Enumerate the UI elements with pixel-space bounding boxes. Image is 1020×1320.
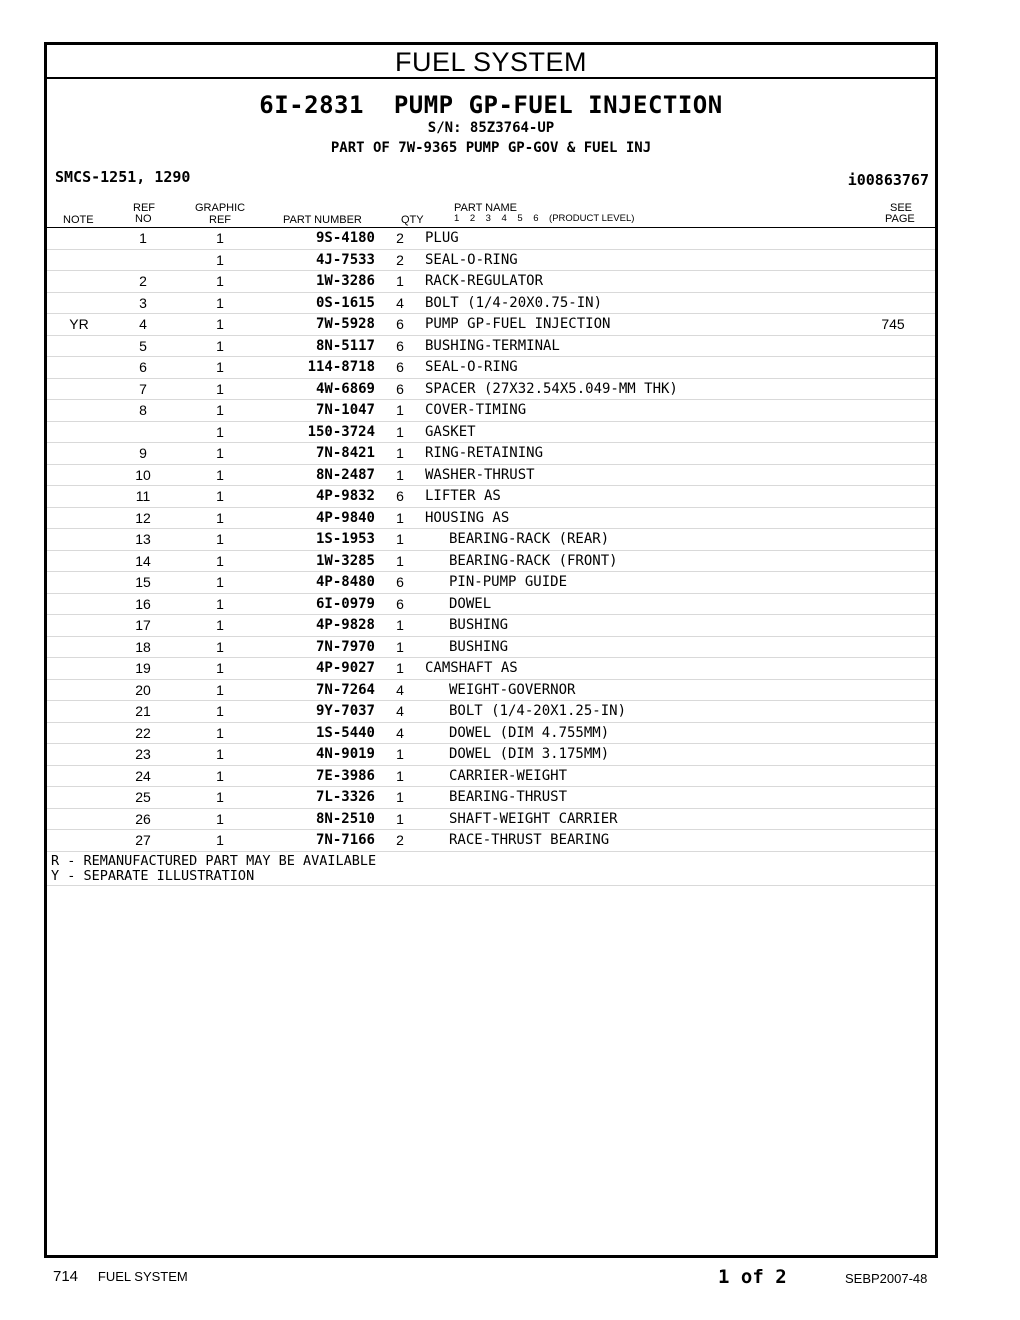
see-page-cell <box>851 357 935 379</box>
part-number-cell: 4P-9832 <box>265 486 375 508</box>
see-page-cell <box>851 636 935 658</box>
part-number-cell: 7L-3326 <box>265 787 375 809</box>
see-page-cell <box>851 808 935 830</box>
graphic-ref-cell: 1 <box>175 615 265 637</box>
graphic-ref-cell: 1 <box>175 593 265 615</box>
part-name-cell: RING-RETAINING <box>425 443 851 465</box>
table-row <box>47 314 935 336</box>
ref-no-cell: 20 <box>111 679 175 701</box>
part-number-cell: 1W-3286 <box>265 271 375 293</box>
qty-cell: 4 <box>375 701 425 723</box>
page-frame <box>44 42 938 1258</box>
table-row <box>47 421 935 443</box>
ref-no-cell: 8 <box>111 400 175 422</box>
see-page-cell <box>851 443 935 465</box>
table-row <box>47 830 935 852</box>
see-page-cell <box>851 830 935 852</box>
graphic-ref-cell: 1 <box>175 830 265 852</box>
illustration-id: i00863767 <box>847 171 929 189</box>
table-row <box>47 228 935 249</box>
ref-no-cell <box>111 249 175 271</box>
qty-cell: 1 <box>375 421 425 443</box>
smcs-codes: SMCS-1251, 1290 <box>55 168 191 186</box>
note-remanufactured: R - REMANUFACTURED PART MAY BE AVAILABLE <box>51 852 377 869</box>
footer-left <box>53 1268 188 1285</box>
qty-cell: 2 <box>375 249 425 271</box>
table-row <box>47 679 935 701</box>
notes-legend <box>47 852 935 886</box>
col-note: NOTE <box>63 214 94 226</box>
ref-no-cell: 4 <box>111 314 175 336</box>
table-row <box>47 292 935 314</box>
col-qty: QTY <box>401 214 424 226</box>
part-number-cell: 1S-5440 <box>265 722 375 744</box>
graphic-ref-cell: 1 <box>175 507 265 529</box>
col-ref-no-line1: REF <box>133 202 155 214</box>
see-page-cell <box>851 765 935 787</box>
note-cell <box>47 228 111 249</box>
ref-no-cell: 10 <box>111 464 175 486</box>
part-name-cell: BEARING-THRUST <box>425 787 851 809</box>
part-number-cell: 4P-9840 <box>265 507 375 529</box>
qty-cell: 6 <box>375 335 425 357</box>
part-number-cell: 9S-4180 <box>265 228 375 249</box>
ref-no-cell: 18 <box>111 636 175 658</box>
see-page-cell <box>851 615 935 637</box>
ref-no-cell: 9 <box>111 443 175 465</box>
see-page-cell: 745 <box>851 314 935 336</box>
ref-no-cell: 17 <box>111 615 175 637</box>
part-number-cell: 9Y-7037 <box>265 701 375 723</box>
table-row <box>47 486 935 508</box>
note-cell <box>47 593 111 615</box>
graphic-ref-cell: 1 <box>175 679 265 701</box>
part-number-cell: 4P-9027 <box>265 658 375 680</box>
note-cell <box>47 765 111 787</box>
note-separate-illustration: Y - SEPARATE ILLUSTRATION <box>51 867 255 884</box>
part-number-cell: 7W-5928 <box>265 314 375 336</box>
ref-no-cell: 6 <box>111 357 175 379</box>
note-cell <box>47 486 111 508</box>
graphic-ref-cell: 1 <box>175 572 265 594</box>
note-cell <box>47 292 111 314</box>
part-number-cell: 4P-8480 <box>265 572 375 594</box>
part-name-cell: BEARING-RACK (FRONT) <box>425 550 851 572</box>
note-cell <box>47 572 111 594</box>
part-number-cell: 1S-1953 <box>265 529 375 551</box>
parts-table-body <box>47 228 935 851</box>
table-row <box>47 572 935 594</box>
part-name-cell: PLUG <box>425 228 851 249</box>
table-row <box>47 443 935 465</box>
graphic-ref-cell: 1 <box>175 658 265 680</box>
ref-no-cell: 1 <box>111 228 175 249</box>
col-graphic-ref-line2: REF <box>209 214 231 226</box>
note-cell <box>47 357 111 379</box>
footer-section: FUEL SYSTEM <box>97 1269 188 1284</box>
table-row <box>47 464 935 486</box>
note-cell <box>47 830 111 852</box>
part-name-cell: BUSHING <box>425 636 851 658</box>
part-name-cell: SEAL-O-RING <box>425 357 851 379</box>
see-page-cell <box>851 679 935 701</box>
note-cell <box>47 400 111 422</box>
part-name-cell: HOUSING AS <box>425 507 851 529</box>
serial-range: S/N: 85Z3764-UP <box>427 120 555 136</box>
ref-no-cell: 23 <box>111 744 175 766</box>
note-cell <box>47 464 111 486</box>
see-page-cell <box>851 292 935 314</box>
note-cell <box>47 808 111 830</box>
part-number-cell: 7N-1047 <box>265 400 375 422</box>
graphic-ref-cell: 1 <box>175 550 265 572</box>
graphic-ref-cell: 1 <box>175 271 265 293</box>
graphic-ref-cell: 1 <box>175 249 265 271</box>
see-page-cell <box>851 658 935 680</box>
part-name-cell: LIFTER AS <box>425 486 851 508</box>
graphic-ref-cell: 1 <box>175 400 265 422</box>
graphic-ref-cell: 1 <box>175 486 265 508</box>
see-page-cell <box>851 550 935 572</box>
table-row <box>47 787 935 809</box>
ref-no-cell: 5 <box>111 335 175 357</box>
part-name-cell: SEAL-O-RING <box>425 249 851 271</box>
graphic-ref-cell: 1 <box>175 722 265 744</box>
part-number-cell: 4W-6869 <box>265 378 375 400</box>
part-name-cell: CAMSHAFT AS <box>425 658 851 680</box>
note-cell <box>47 378 111 400</box>
part-name-cell: DOWEL (DIM 4.755MM) <box>425 722 851 744</box>
note-cell <box>47 615 111 637</box>
table-row <box>47 722 935 744</box>
part-name-cell: COVER-TIMING <box>425 400 851 422</box>
qty-cell: 1 <box>375 787 425 809</box>
note-cell <box>47 744 111 766</box>
ref-no-cell: 14 <box>111 550 175 572</box>
qty-cell: 1 <box>375 464 425 486</box>
note-cell <box>47 443 111 465</box>
ref-no-cell: 22 <box>111 722 175 744</box>
qty-cell: 6 <box>375 593 425 615</box>
table-row <box>47 701 935 723</box>
part-number-cell: 1W-3285 <box>265 550 375 572</box>
part-name-cell: BOLT (1/4-20X1.25-IN) <box>425 701 851 723</box>
qty-cell: 1 <box>375 615 425 637</box>
see-page-cell <box>851 335 935 357</box>
part-number-cell: 0S-1615 <box>265 292 375 314</box>
ref-no-cell: 21 <box>111 701 175 723</box>
footer-page-number: 714 <box>53 1268 79 1285</box>
graphic-ref-cell: 1 <box>175 787 265 809</box>
part-name-cell: PUMP GP-FUEL INJECTION <box>425 314 851 336</box>
part-number-cell: 114-8718 <box>265 357 375 379</box>
graphic-ref-cell: 1 <box>175 378 265 400</box>
part-name-cell: BOLT (1/4-20X0.75-IN) <box>425 292 851 314</box>
graphic-ref-cell: 1 <box>175 228 265 249</box>
part-number-cell: 7E-3986 <box>265 765 375 787</box>
see-page-cell <box>851 572 935 594</box>
footer-doc-id: SEBP2007-48 <box>845 1271 928 1286</box>
col-part-number: PART NUMBER <box>283 214 362 226</box>
part-number-cell: 7N-7166 <box>265 830 375 852</box>
qty-cell: 1 <box>375 808 425 830</box>
part-name-cell: WASHER-THRUST <box>425 464 851 486</box>
see-page-cell <box>851 464 935 486</box>
part-name-cell: CARRIER-WEIGHT <box>425 765 851 787</box>
ref-no-cell: 27 <box>111 830 175 852</box>
table-row <box>47 249 935 271</box>
qty-cell: 1 <box>375 400 425 422</box>
ref-no-cell: 25 <box>111 787 175 809</box>
table-row <box>47 744 935 766</box>
ref-no-cell: 13 <box>111 529 175 551</box>
note-cell <box>47 271 111 293</box>
qty-cell: 1 <box>375 507 425 529</box>
part-number-cell: 7N-7264 <box>265 679 375 701</box>
qty-cell: 1 <box>375 765 425 787</box>
part-name-cell: PIN-PUMP GUIDE <box>425 572 851 594</box>
qty-cell: 2 <box>375 830 425 852</box>
table-row <box>47 507 935 529</box>
see-page-cell <box>851 701 935 723</box>
column-headers <box>47 199 935 228</box>
table-row <box>47 658 935 680</box>
note-cell <box>47 701 111 723</box>
qty-cell: 1 <box>375 658 425 680</box>
table-row <box>47 550 935 572</box>
note-cell <box>47 421 111 443</box>
note-cell <box>47 507 111 529</box>
part-number-cell: 8N-5117 <box>265 335 375 357</box>
note-cell <box>47 550 111 572</box>
col-product-level: 1 2 3 4 5 6 (PRODUCT LEVEL) <box>454 213 635 224</box>
note-cell <box>47 722 111 744</box>
see-page-cell <box>851 421 935 443</box>
part-name-cell: WEIGHT-GOVERNOR <box>425 679 851 701</box>
graphic-ref-cell: 1 <box>175 765 265 787</box>
see-page-cell <box>851 787 935 809</box>
graphic-ref-cell: 1 <box>175 314 265 336</box>
qty-cell: 2 <box>375 228 425 249</box>
graphic-ref-cell: 1 <box>175 808 265 830</box>
col-ref-no-line2: NO <box>135 213 152 225</box>
part-name-cell: BUSHING <box>425 615 851 637</box>
part-name-cell: RACE-THRUST BEARING <box>425 830 851 852</box>
ref-no-cell: 2 <box>111 271 175 293</box>
graphic-ref-cell: 1 <box>175 464 265 486</box>
see-page-cell <box>851 400 935 422</box>
see-page-cell <box>851 722 935 744</box>
part-number-cell: 8N-2510 <box>265 808 375 830</box>
qty-cell: 1 <box>375 271 425 293</box>
part-name-cell: BEARING-RACK (REAR) <box>425 529 851 551</box>
part-number-cell: 6I-0979 <box>265 593 375 615</box>
part-of-line: PART OF 7W-9365 PUMP GP-GOV & FUEL INJ <box>330 140 652 156</box>
part-number-cell: 7N-7970 <box>265 636 375 658</box>
table-row <box>47 529 935 551</box>
ref-no-cell: 26 <box>111 808 175 830</box>
section-title: FUEL SYSTEM <box>47 45 935 79</box>
see-page-cell <box>851 378 935 400</box>
table-row <box>47 400 935 422</box>
table-row <box>47 335 935 357</box>
table-row <box>47 808 935 830</box>
ref-no-cell: 16 <box>111 593 175 615</box>
col-part-name: PART NAME <box>454 202 517 214</box>
part-name-cell: DOWEL (DIM 3.175MM) <box>425 744 851 766</box>
part-title: 6I-2831 PUMP GP-FUEL INJECTION <box>259 91 723 119</box>
note-cell <box>47 529 111 551</box>
note-cell <box>47 335 111 357</box>
table-row <box>47 636 935 658</box>
note-cell <box>47 787 111 809</box>
part-number-cell: 7N-8421 <box>265 443 375 465</box>
graphic-ref-cell: 1 <box>175 421 265 443</box>
note-cell: YR <box>47 314 111 336</box>
graphic-ref-cell: 1 <box>175 529 265 551</box>
see-page-cell <box>851 249 935 271</box>
graphic-ref-cell: 1 <box>175 335 265 357</box>
part-number-cell: 150-3724 <box>265 421 375 443</box>
qty-cell: 4 <box>375 292 425 314</box>
graphic-ref-cell: 1 <box>175 701 265 723</box>
part-name-cell: GASKET <box>425 421 851 443</box>
see-page-cell <box>851 529 935 551</box>
part-header <box>47 79 935 199</box>
qty-cell: 6 <box>375 486 425 508</box>
ref-no-cell: 7 <box>111 378 175 400</box>
ref-no-cell: 12 <box>111 507 175 529</box>
table-row <box>47 271 935 293</box>
part-name-cell: SPACER (27X32.54X5.049-MM THK) <box>425 378 851 400</box>
qty-cell: 4 <box>375 722 425 744</box>
note-cell <box>47 658 111 680</box>
part-number-cell: 4N-9019 <box>265 744 375 766</box>
qty-cell: 4 <box>375 679 425 701</box>
parts-table <box>47 228 935 852</box>
col-see-page-line2: PAGE <box>885 213 915 225</box>
part-name-cell: BUSHING-TERMINAL <box>425 335 851 357</box>
see-page-cell <box>851 228 935 249</box>
see-page-cell <box>851 486 935 508</box>
see-page-cell <box>851 507 935 529</box>
table-row <box>47 357 935 379</box>
ref-no-cell: 15 <box>111 572 175 594</box>
qty-cell: 6 <box>375 314 425 336</box>
see-page-cell <box>851 744 935 766</box>
table-row <box>47 378 935 400</box>
table-row <box>47 593 935 615</box>
qty-cell: 1 <box>375 636 425 658</box>
note-cell <box>47 249 111 271</box>
footer-page-of: 1 of 2 <box>718 1266 787 1288</box>
part-number-cell: 8N-2487 <box>265 464 375 486</box>
graphic-ref-cell: 1 <box>175 357 265 379</box>
qty-cell: 1 <box>375 443 425 465</box>
note-cell <box>47 679 111 701</box>
qty-cell: 1 <box>375 550 425 572</box>
ref-no-cell: 11 <box>111 486 175 508</box>
part-name-cell: DOWEL <box>425 593 851 615</box>
qty-cell: 1 <box>375 744 425 766</box>
ref-no-cell <box>111 421 175 443</box>
ref-no-cell: 24 <box>111 765 175 787</box>
qty-cell: 6 <box>375 572 425 594</box>
part-name-cell: SHAFT-WEIGHT CARRIER <box>425 808 851 830</box>
table-row <box>47 765 935 787</box>
part-name-cell: RACK-REGULATOR <box>425 271 851 293</box>
graphic-ref-cell: 1 <box>175 292 265 314</box>
ref-no-cell: 3 <box>111 292 175 314</box>
see-page-cell <box>851 271 935 293</box>
see-page-cell <box>851 593 935 615</box>
note-cell <box>47 636 111 658</box>
col-see-page-line1: SEE <box>890 202 913 214</box>
qty-cell: 6 <box>375 357 425 379</box>
part-number-cell: 4J-7533 <box>265 249 375 271</box>
graphic-ref-cell: 1 <box>175 636 265 658</box>
ref-no-cell: 19 <box>111 658 175 680</box>
col-graphic-ref-line1: GRAPHIC <box>195 202 246 214</box>
table-row <box>47 615 935 637</box>
graphic-ref-cell: 1 <box>175 443 265 465</box>
graphic-ref-cell: 1 <box>175 744 265 766</box>
part-number-cell: 4P-9828 <box>265 615 375 637</box>
qty-cell: 6 <box>375 378 425 400</box>
qty-cell: 1 <box>375 529 425 551</box>
